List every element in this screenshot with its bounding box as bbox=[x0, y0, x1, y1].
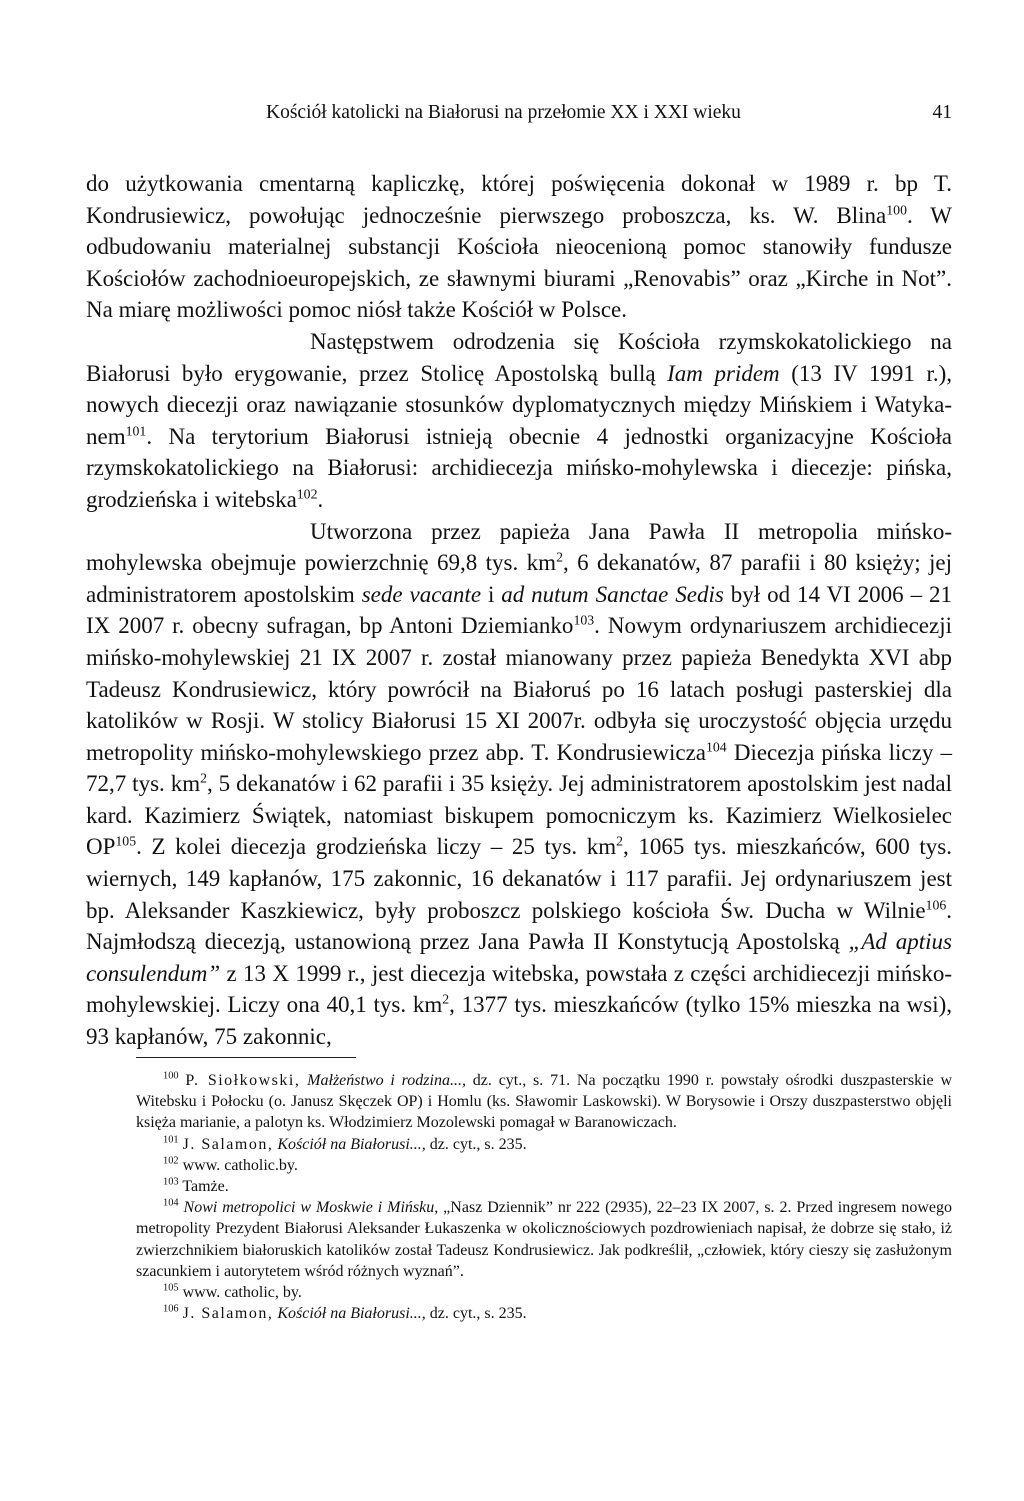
p2-text-b: (13 IV 1991 r.), nowych diecezji oraz nawiązanie stosunków dyplomatycznych między Mińskiem i Watykanem bbox=[86, 360, 952, 449]
p2-text-a: Następstwem odrodzenia się Kościoła rzymskokatolickiego na Białorusi było erygowanie, przez Stolicę Apostolską bullą bbox=[86, 328, 952, 386]
footnote-text: www. catholic, by. bbox=[182, 1284, 302, 1302]
footnote-number: 103 bbox=[163, 1176, 179, 1188]
p3-text-g: , 5 dekanatów i 62 parafii i 35 księży. Jej administratorem apostolskim jest nadal kard. Kazimierz Świątek, natomiast biskupem pomocniczym ks. Kazimierz Wielkosielec OP bbox=[86, 771, 952, 860]
paragraph-2 bbox=[86, 326, 952, 516]
paragraph-3 bbox=[86, 516, 952, 1053]
footnotes bbox=[136, 1070, 952, 1324]
footnote-105 bbox=[136, 1282, 952, 1303]
footnote-ref-102[interactable]: 102 bbox=[296, 486, 318, 502]
p3-text-d: był od 14 VI 2006 – 21 IX 2007 r. obecny sufragan, bp Antoni Dziemianko bbox=[86, 581, 952, 639]
footnote-ref-105[interactable]: 105 bbox=[115, 833, 137, 849]
footnote-title: Kościół na Białorusi..., bbox=[277, 1305, 426, 1323]
footnote-number: 105 bbox=[163, 1282, 179, 1294]
footnote-103 bbox=[136, 1176, 952, 1197]
p3-italic-sede-vacante: sede vacante bbox=[361, 581, 482, 607]
footnote-ref-100[interactable]: 100 bbox=[886, 201, 907, 217]
footnote-ref-106[interactable]: 106 bbox=[925, 897, 947, 912]
paragraph-1 bbox=[86, 168, 952, 326]
page-number: 41 bbox=[932, 102, 952, 123]
p1-text-a: do użytkowania cmentarną kapliczkę, której poświęcenia dokonał w 1989 r. bp T. Kondrusiewicz, powołując jednocześnie pierwszego proboszcza, ks. W. Blina bbox=[86, 171, 952, 228]
footnote-author: P. Siołkowski, bbox=[185, 1072, 301, 1089]
footnote-number: 102 bbox=[163, 1155, 179, 1167]
footnote-number: 106 bbox=[163, 1303, 179, 1315]
p3-text-f: Diecezja pińska liczy – 72,7 tys. km bbox=[86, 739, 952, 797]
p3-text-j: . Najmłodszą diecezją, ustanowioną przez Jana Pawła II Konstytucją Apostolską bbox=[86, 897, 952, 955]
footnote-separator bbox=[136, 1057, 356, 1058]
p3-text-b: , 6 dekanatów, 87 parafii i 80 księży; jej administratorem apostolskim bbox=[86, 550, 952, 607]
footnote-text: „Nasz Dziennik” nr 222 (2935), 22–23 IX 2007, s. 2. Przed ingresem nowego metropolity Prezydent Białorusi Aleksander Łukaszenka w okolicznościowych pozdrowieniach napisał, że dobrze się stało, iż zwierzchnikiem białoruskich katolików został Tadeusz Kondrusiewicz. Jak podkreślił, „człowiek, który cieszy się zasłużonym szacunkiem i autorytetem wśród różnych wyznań”. bbox=[136, 1199, 953, 1280]
footnote-text: Tamże. bbox=[182, 1178, 229, 1196]
footnote-100 bbox=[136, 1070, 952, 1134]
footnote-ref-104[interactable]: 104 bbox=[705, 739, 727, 755]
page-header bbox=[86, 98, 952, 128]
footnote-ref-101[interactable]: 101 bbox=[125, 423, 147, 439]
footnote-title: Nowi metropolici w Moskwie i Mińsku, bbox=[183, 1199, 439, 1217]
footnote-author: J. Salamon, bbox=[182, 1305, 274, 1323]
footnote-text: dz. cyt., s. 235. bbox=[425, 1305, 527, 1323]
p1-text-b: . W odbudowaniu materialnej substancji Kościoła nieocenioną pomoc stanowiły fundusze Kościołów zachodnioeuropejskich, ze sławnymi biurami „Renovabis” oraz „Kirche in Not”. Na miarę możliwości pomoc niósł także Kościół w Polsce. bbox=[86, 202, 952, 323]
p3-text-i: , 1065 tys. mieszkańców, 600 tys. wiernych, 149 kapłanów, 175 zakonnic, 16 dekanatów i 117 parafii. Jej ordynariuszem jest bp. Aleksander Kaszkiewicz, były proboszcz polskiego kościoła Św. Ducha w Wilnie bbox=[86, 834, 952, 923]
km-exponent: 2 bbox=[616, 833, 624, 849]
p3-text-k: z 13 X 1999 r., jest diecezja witebska, powstała z części archidiecezji mińsko-mohylewskiej. Liczy ona 40,1 tys. km bbox=[86, 960, 952, 1018]
p3-text-l: , 1377 tys. mieszkańców (tylko 15% mieszka na wsi), 93 kapłanów, 75 zakonnic, bbox=[86, 992, 952, 1050]
footnote-104 bbox=[136, 1197, 952, 1282]
km-exponent: 2 bbox=[556, 549, 563, 565]
p3-text-e: . Nowym ordynariuszem archidiecezji mińsko-mohylewskiej 21 IX 2007 r. został mianowany przez papieża Benedykta XVI abp Tadeusz Kondrusiewicz, który powrócił na Białoruś po 16 latach posługi pasterskiej dla katolików w Rosji. W stolicy Białorusi 15 XI 2007r. odbyła się uroczystość objęcia urzędu metropolity mińsko-mohylewskiego przez abp. T. Kondrusiewicza bbox=[86, 613, 952, 765]
km-exponent: 2 bbox=[200, 770, 207, 786]
main-text bbox=[86, 168, 952, 1053]
footnote-title: Małżeństwo i rodzina..., bbox=[307, 1072, 466, 1089]
footnote-ref-103[interactable]: 103 bbox=[573, 612, 595, 628]
p3-italic-ad-nutum: ad nutum Sanctae Sedis bbox=[501, 581, 724, 607]
footnote-number: 104 bbox=[163, 1197, 179, 1209]
p3-text-a: Utworzona przez papieża Jana Pawła II metropolia mińsko-mohylewska obejmuje powierzchnię 69,8 tys. km bbox=[86, 518, 952, 576]
footnote-101 bbox=[136, 1134, 952, 1155]
p2-text-c: . Na terytorium Białorusi istnieją obecnie 4 jednostki organizacyjne Kościoła rzymskokatolickiego na Białorusi: archidiecezja mińsko-mohylewska i diecezje: pińska, grodzieńska i witebska bbox=[86, 423, 952, 512]
p2-text-d: . bbox=[317, 486, 324, 512]
p3-text-c: i bbox=[481, 581, 502, 607]
footnote-text: dz. cyt., s. 71. Na początku 1990 r. powstały ośrodki duszpasterskie w Witebsku i Połocku (o. Janusz Skęczek OP) i Homlu (ks. Sławomir Laskowski). W Borysowie i Orszy duszpasterstwo objęli księża marianie, a palotyn ks. Włodzimierz Mozolewski pomagał w Baranowiczach. bbox=[136, 1072, 953, 1132]
footnote-text: dz. cyt., s. 235. bbox=[425, 1135, 527, 1153]
footnote-text: www. catholic.by. bbox=[182, 1156, 298, 1174]
footnote-number: 101 bbox=[163, 1134, 179, 1146]
p3-text-h: . Z kolei diecezja grodzieńska liczy – 25 tys. km bbox=[136, 834, 617, 860]
km-exponent: 2 bbox=[442, 991, 450, 1007]
footnote-106 bbox=[136, 1303, 952, 1324]
p3-italic-ad-aptius: „Ad aptius consulendum” bbox=[86, 929, 953, 986]
footnote-number: 100 bbox=[163, 1070, 179, 1082]
footnote-author: J. Salamon, bbox=[182, 1135, 274, 1153]
footnote-title: Kościół na Białorusi..., bbox=[277, 1135, 426, 1153]
p2-italic-iam-pridem: Iam pridem bbox=[667, 360, 780, 386]
footnote-102 bbox=[136, 1155, 952, 1176]
running-title: Kościół katolicki na Białorusi na przełomie XX i XXI wieku bbox=[266, 102, 741, 123]
